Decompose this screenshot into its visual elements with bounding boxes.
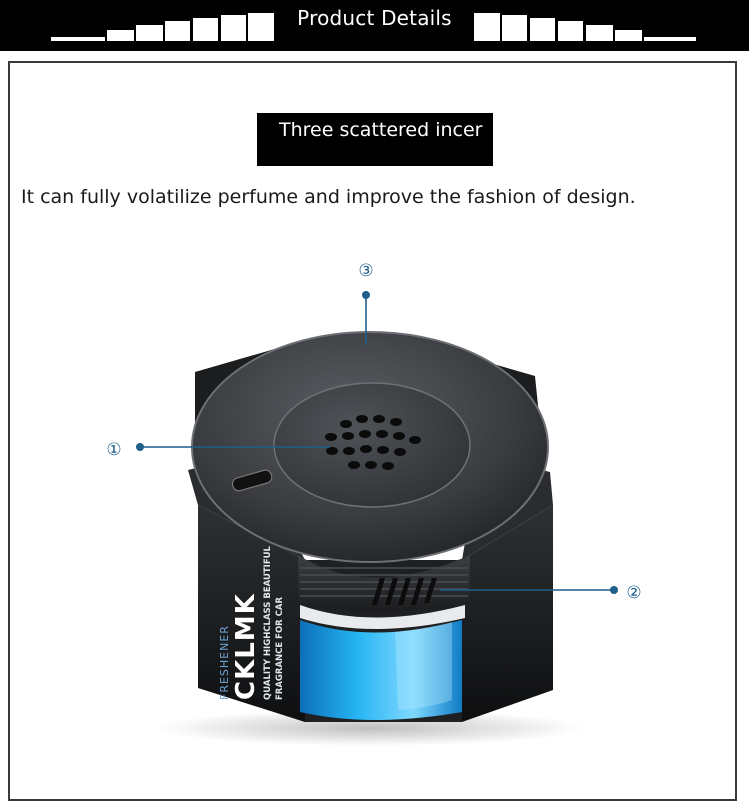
brand-tagline-2: FRAGRANCE FOR CAR (275, 596, 285, 700)
callout-3-label: ③ (358, 261, 374, 281)
brand-name: CKLMK (231, 593, 261, 700)
callout-1-label: ① (106, 440, 122, 460)
brand-tagline-1: QUALITY HIGHCLASS BEAUTIFUL (263, 546, 273, 700)
feature-description: It can fully volatilize perfume and improve the fashion of design. (21, 186, 636, 208)
callout-2-dot (610, 586, 618, 594)
lid-cap (274, 383, 470, 507)
page-title: Product Details (297, 6, 452, 30)
callout-2-label: ② (626, 583, 642, 603)
brand-sub-label: FRESHENER (218, 625, 231, 700)
feature-heading (257, 113, 493, 166)
liquid-highlight (395, 622, 452, 710)
feature-heading-text: Three scattered incer (279, 119, 483, 141)
